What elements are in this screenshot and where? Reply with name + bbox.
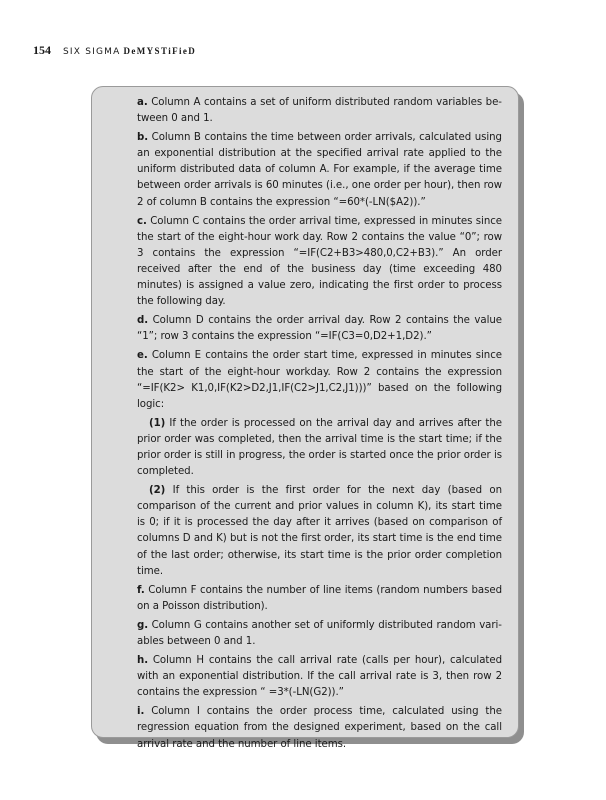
sidebar-item-f bbox=[137, 583, 502, 615]
sidebar-item-d bbox=[137, 313, 502, 345]
item-text: Column G contains another set of uniformly distributed random variables between 0 and 1. bbox=[137, 619, 502, 647]
item-label: i. bbox=[137, 706, 145, 718]
item-text: Column D contains the order arrival day. Row 2 contains the value “1”; row 3 contains the expression “=IF(C3=0,D2+1,D2).” bbox=[137, 315, 502, 343]
book-title-brand: DeMYSTiFieD bbox=[123, 46, 197, 56]
subitem-label: (1) bbox=[149, 417, 166, 429]
item-text: Column A contains a set of uniform distributed random variables between 0 and 1. bbox=[137, 97, 502, 125]
item-text: Column B contains the time between order arrivals, calculated using an exponential distribution at the specified arrival rate applied to the uniform distributed data of column A. For example, if the average time between order arrivals is 60 minutes (i.e., one order per hour), then row 2 of column B contains the expression “=60*(-LN($A2)).” bbox=[137, 132, 502, 208]
sidebar-item-g bbox=[137, 618, 502, 650]
book-title: SIX SIGMA bbox=[63, 47, 121, 57]
item-label: a. bbox=[137, 97, 148, 108]
sidebar-item-h bbox=[137, 653, 502, 701]
item-text: Column E contains the order start time, expressed in minutes since the start of the eight-hour workday. Row 2 contains the expression “=IF(K2> K1,0,IF(K2>D2,J1,IF(C2>J1,C2,J1)))” based on the following logic: bbox=[137, 350, 502, 410]
subitem-text: If this order is the first order for the next day (based on comparison of the current and prior values in column K), its start time is 0; if it is processed the day after it arrives (based on comparison of columns D and K) but is not the first order, its start time is the end time of the last order; otherwise, its start time is the prior order completion time. bbox=[137, 485, 502, 577]
item-label: d. bbox=[137, 315, 149, 327]
page-number: 154 bbox=[33, 43, 51, 57]
sidebar-item-i bbox=[137, 704, 502, 752]
item-text: Column F contains the number of line items (random numbers based on a Poisson distribution). bbox=[137, 584, 502, 612]
item-label: b. bbox=[137, 132, 149, 144]
subitem-label: (2) bbox=[149, 485, 166, 497]
sidebar-item-e bbox=[137, 348, 502, 412]
sidebar-item-a bbox=[137, 95, 502, 127]
sidebar-item-b bbox=[137, 130, 502, 210]
item-label: c. bbox=[137, 215, 147, 227]
sidebar-item-c bbox=[137, 214, 502, 311]
item-text: Column I contains the order process time, calculated using the regression equation from the designed experiment, based on the call arrival rate and the number of line items. bbox=[137, 706, 502, 750]
item-label: g. bbox=[137, 619, 149, 631]
sidebar-subitem-1 bbox=[137, 416, 502, 480]
item-label: h. bbox=[137, 655, 149, 667]
subitem-text: If the order is processed on the arrival day and arrives after the prior order was completed, then the arrival time is the start time; if the prior order is still in progress, the order is started once the prior order is completed. bbox=[137, 417, 502, 478]
running-head bbox=[33, 43, 196, 59]
sidebar-content bbox=[137, 95, 502, 756]
item-text: Column H contains the call arrival rate (calls per hour), calculated with an exponential distribution. If the call arrival rate is 3, then row 2 contains the expression “ =3*(-LN(G2)).” bbox=[137, 655, 502, 699]
sidebar-subitem-2 bbox=[137, 483, 502, 580]
item-label: f. bbox=[137, 584, 145, 596]
item-text: Column C contains the order arrival time, expressed in minutes since the start of the eight-hour work day. Row 2 contains the value “0”; row 3 contains the expression “=IF(C2+B3>480,0,C2+B3).” An order received after the end of the business day (time exceeding 480 minutes) is assigned a value zero, indicating the first order to process the following day. bbox=[137, 215, 502, 308]
item-label: e. bbox=[137, 350, 148, 362]
